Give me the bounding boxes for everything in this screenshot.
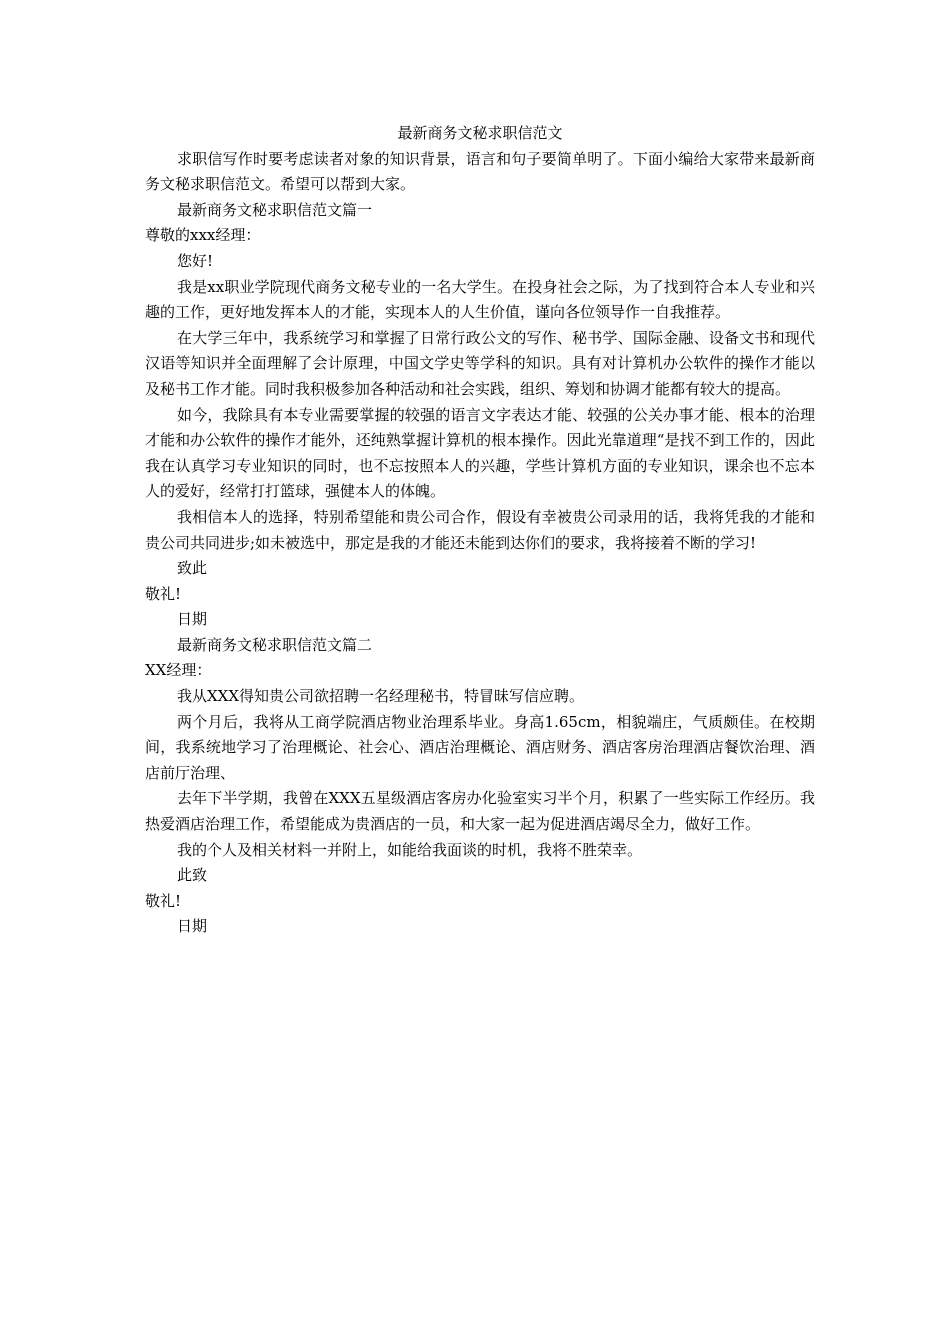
sample2-salutation: XX经理： [145, 661, 212, 680]
sample1-date: 日期 [177, 610, 208, 629]
sample1-paragraph: 如今，我除具有本专业需要掌握的较强的语言文字表达才能、较强的公关办事才能、根本的治理才能和办公软件的操作才能外，还纯熟掌握计算机的根本操作。因此光靠道理“是找不到工作的，因此我在认真学习专业知识的同时，也不忘按照本人的兴趣，学些计算机方面的专业知识，课余也不忘本人的爱好，经常打打篮球，强健本人的体魄。 [145, 405, 815, 501]
sample1-greeting: 您好! [177, 251, 214, 270]
sample2-paragraph: 我从XXX得知贵公司欲招聘一名经理秘书，特冒昧写信应聘。 [177, 687, 585, 706]
sample1-paragraph: 在大学三年中，我系统学习和掌握了日常行政公文的写作、秘书学、国际金融、设备文书和现代汉语等知识并全面理解了会计原理，中国文学史等学科的知识。具有对计算机办公软件的操作才能以及秘书工作才能。同时我积极参加各种活动和社会实践，组织、筹划和协调才能都有较大的提高。 [145, 328, 815, 398]
sample2-paragraph: 我的个人及相关材料一并附上，如能给我面谈的时机，我将不胜荣幸。 [177, 840, 643, 859]
sample1-salutation: 尊敬的xxx经理： [145, 226, 261, 245]
sample2-closing: 此致 [177, 866, 208, 885]
sample1-regards: 敬礼! [145, 584, 182, 603]
document-title: 最新商务文秘求职信范文 [397, 124, 563, 142]
sample2-date: 日期 [177, 917, 208, 936]
sample1-paragraph: 我相信本人的选择，特别希望能和贵公司合作，假设有幸被贵公司录用的话，我将凭我的才能和贵公司共同进步;如未被选中，那定是我的才能还未能到达你们的要求，我将接着不断的学习! [145, 507, 815, 552]
document-page [145, 121, 815, 940]
sample2-paragraph: 两个月后，我将从工商学院酒店物业治理系毕业。身高1.65cm，相貌端庄，气质颇佳。在校期间，我系统地学习了治理概论、社会心、酒店治理概论、酒店财务、酒店客房治理酒店餐饮治理、酒店前厅治理、 [145, 712, 815, 782]
sample2-regards: 敬礼! [145, 891, 182, 910]
intro-paragraph: 求职信写作时要考虑读者对象的知识背景，语言和句子要简单明了。下面小编给大家带来最新商务文秘求职信范文。希望可以帮到大家。 [145, 149, 815, 194]
sample1-closing: 致此 [177, 559, 208, 578]
sample2-paragraph: 去年下半学期，我曾在XXX五星级酒店客房办化验室实习半个月，积累了一些实际工作经历。我热爱酒店治理工作，希望能成为贵酒店的一员，和大家一起为促进酒店竭尽全力，做好工作。 [145, 789, 815, 834]
sample1-paragraph: 我是xx职业学院现代商务文秘专业的一名大学生。在投身社会之际，为了找到符合本人专业和兴趣的工作，更好地发挥本人的才能，实现本人的人生价值，谨向各位领导作一自我推荐。 [145, 277, 815, 322]
sample2-heading: 最新商务文秘求职信范文篇二 [177, 635, 373, 654]
sample1-heading: 最新商务文秘求职信范文篇一 [177, 200, 373, 219]
